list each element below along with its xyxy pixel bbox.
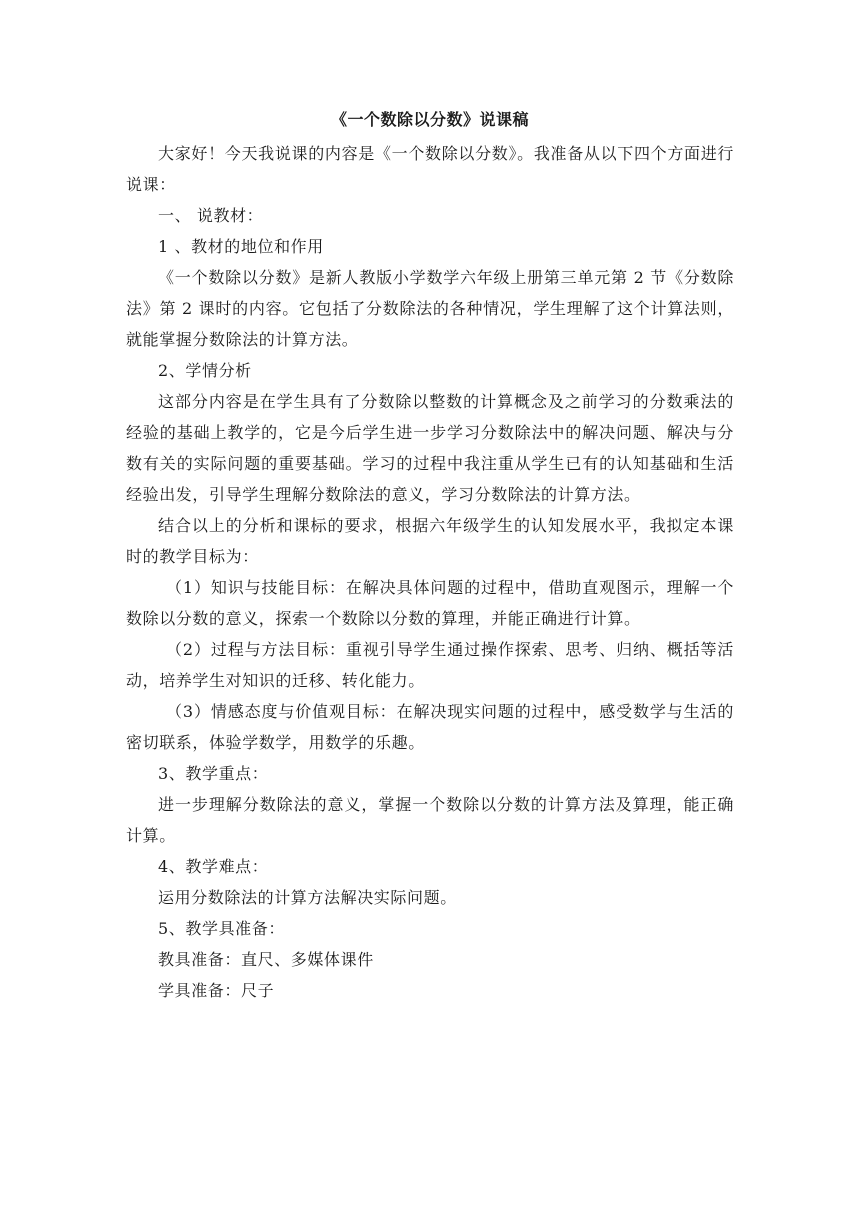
paragraph-student-analysis: 这部分内容是在学生具有了分数除以整数的计算概念及之前学习的分数乘法的经验的基础上教学的，它是今后学生进一步学习分数除法中的解决问题、解决与分数有关的实际问题的重要基础。学习的过程中我注重从学生已有的认知基础和生活经验出发，引导学生理解分数除法的意义，学习分数除法的计算方法。 xyxy=(126,392,734,504)
goal-process-method: （2）过程与方法目标：重视引导学生通过操作探索、思考、归纳、概括等活动，培养学生对知识的迁移、转化能力。 xyxy=(126,640,734,690)
subheading-position-role: 1 、教材的地位和作用 xyxy=(158,237,324,256)
paragraph-key-points: 进一步理解分数除法的意义，掌握一个数除以分数的计算方法及算理，能正确计算。 xyxy=(126,795,734,845)
section-heading-textbook: 一、 说教材： xyxy=(158,206,264,225)
intro-paragraph: 大家好！今天我说课的内容是《一个数除以分数》。我准备从以下四个方面进行说课： xyxy=(126,144,734,194)
subheading-difficulties: 4、教学难点： xyxy=(158,857,269,876)
document-title: 《一个数除以分数》说课稿 xyxy=(330,110,529,129)
subheading-materials: 5、教学具准备： xyxy=(158,919,285,938)
subheading-key-points: 3、教学重点： xyxy=(158,764,269,783)
paragraph-goals-intro: 结合以上的分析和课标的要求，根据六年级学生的认知发展水平，我拟定本课时的教学目标为： xyxy=(126,516,734,566)
student-materials: 学具准备：尺子 xyxy=(158,981,275,1000)
paragraph-difficulties: 运用分数除法的计算方法解决实际问题。 xyxy=(158,888,457,907)
subheading-student-analysis: 2、学情分析 xyxy=(158,361,252,380)
teacher-materials: 教具准备：直尺、多媒体课件 xyxy=(158,950,374,969)
goal-knowledge-skill: （1）知识与技能目标：在解决具体问题的过程中，借助直观图示，理解一个数除以分数的意义，探索一个数除以分数的算理，并能正确进行计算。 xyxy=(126,578,734,628)
paragraph-position-role: 《一个数除以分数》是新人教版小学数学六年级上册第三单元第 2 节《分数除法》第 2 课时的内容。它包括了分数除法的各种情况，学生理解了这个计算法则，就能掌握分数除法的计算方法。 xyxy=(126,268,734,349)
goal-emotion-values: （3）情感态度与价值观目标：在解决现实问题的过程中，感受数学与生活的密切联系，体验学数学，用数学的乐趣。 xyxy=(126,702,734,752)
